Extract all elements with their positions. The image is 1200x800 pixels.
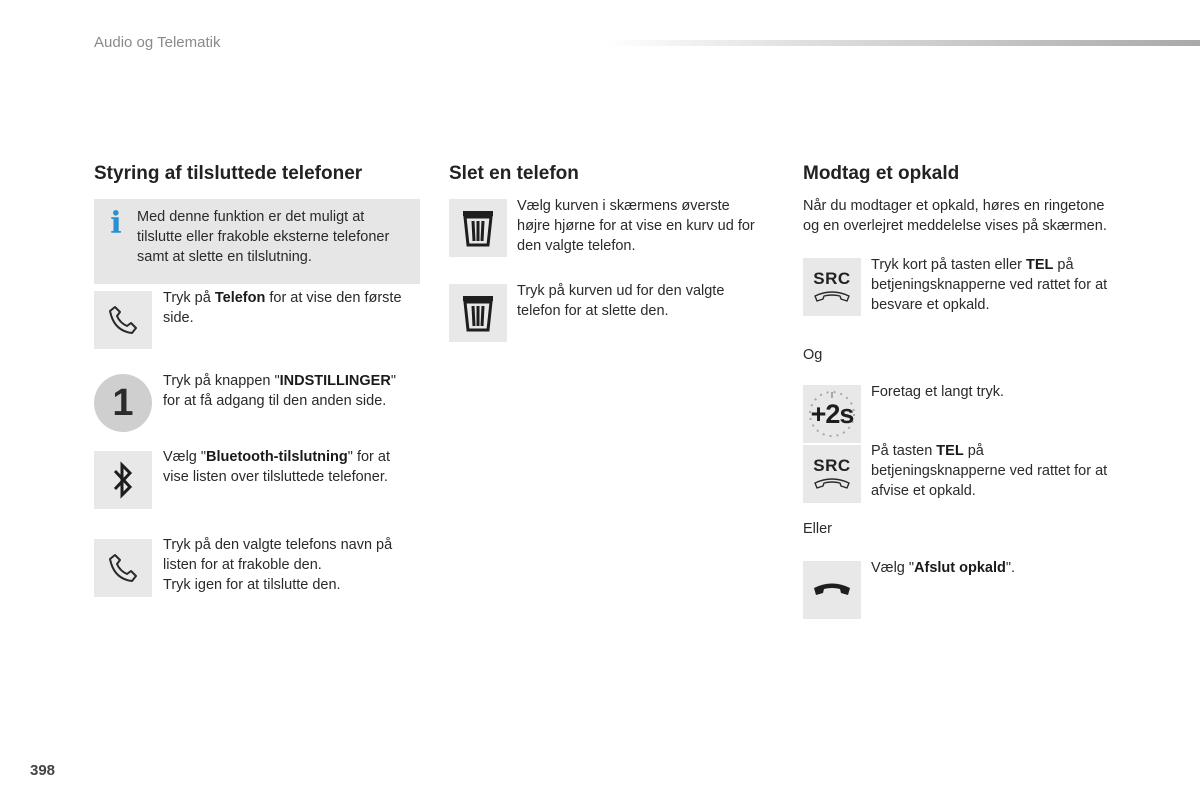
src-tel-button-icon: SRC: [803, 445, 861, 503]
receive-call-intro: Når du modtager et opkald, høres en ringetone og en overlejret meddelelse vises på skærmen.: [803, 198, 1107, 234]
section-title-receive-call: Modtag et opkald: [803, 163, 960, 184]
header-decoration-bar: [605, 40, 1200, 46]
step-answer-text: Tryk kort på tasten eller TEL på betjeningsknapperne ved rattet for at besvare et opkald.: [871, 257, 1108, 313]
step-reject-text: På tasten TEL på betjeningsknapperne ved rattet for at afvise et opkald.: [871, 443, 1108, 499]
step-long-press-text: Foretag et langt tryk.: [871, 384, 1004, 400]
info-text: Med denne funktion er det muligt at tilslutte eller frakoble eksterne telefoner samt at slette en tilslutning.: [137, 209, 390, 265]
step-number-badge: 1: [94, 374, 152, 432]
connector-eller: Eller: [803, 521, 833, 537]
section-title-delete-phone: Slet en telefon: [449, 163, 579, 184]
trash-icon: [449, 199, 507, 257]
hang-up-icon: [803, 561, 861, 619]
info-icon: i: [110, 206, 122, 241]
connector-og: Og: [803, 347, 823, 363]
step-phone-text: Tryk på Telefon for at vise den første side.: [163, 290, 402, 326]
long-press-label: +2s: [810, 399, 854, 429]
step-settings-text: Tryk på knappen "INDSTILLINGER" for at få adgang til den anden side.: [163, 373, 396, 409]
trash-icon: [449, 284, 507, 342]
step-disconnect-text: Tryk på den valgte telefons navn på listen for at frakoble den. Tryk igen for at tilslutte den.: [163, 537, 393, 593]
section-title-manage-phones: Styring af tilsluttede telefoner: [94, 163, 363, 184]
step-end-call-text: Vælg "Afslut opkald".: [871, 560, 1016, 576]
phone-handset-icon: [94, 539, 152, 597]
step-delete-text: Tryk på kurven ud for den valgte telefon for at slette den.: [517, 283, 725, 319]
bluetooth-icon: [94, 451, 152, 509]
src-tel-button-icon: SRC: [803, 258, 861, 316]
step-show-trash-text: Vælg kurven i skærmens øverste højre hjørne for at vise en kurv ud for den valgte telefon.: [517, 198, 755, 254]
phone-handset-icon: [94, 291, 152, 349]
page-number: 398: [30, 762, 56, 779]
step-bluetooth-text: Vælg "Bluetooth-tilslutning" for at vise listen over tilsluttede telefoner.: [163, 449, 390, 485]
running-header: Audio og Telematik: [94, 34, 221, 51]
